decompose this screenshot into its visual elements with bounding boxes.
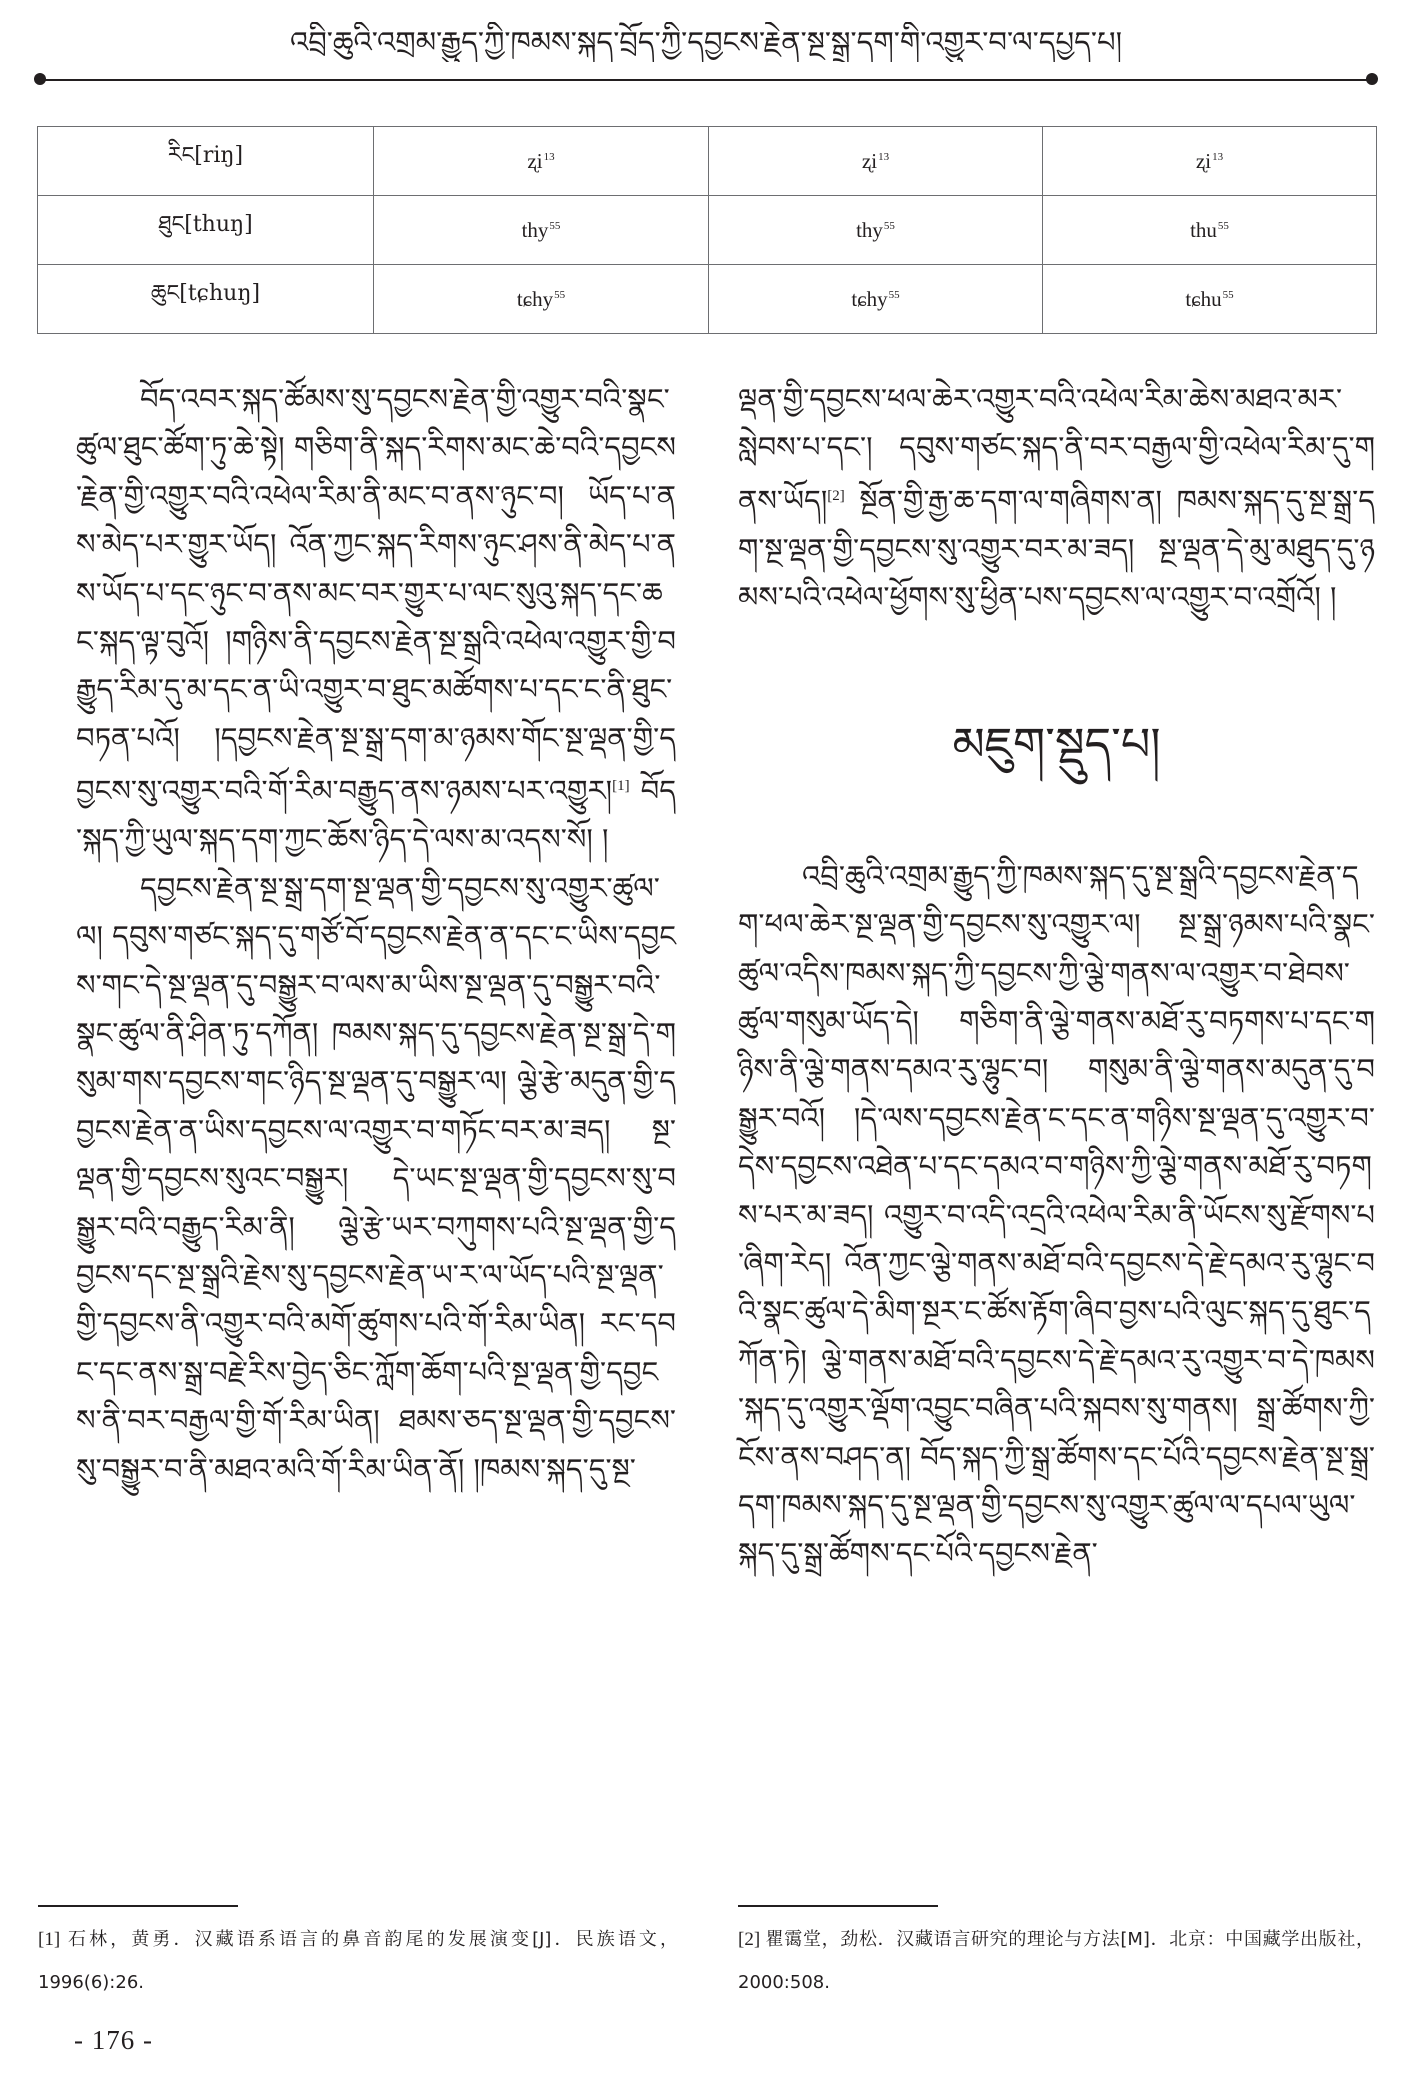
- right-column: [738, 375, 1375, 1578]
- footnote-ref-1[interactable]: [1]: [612, 778, 630, 795]
- phonetic-value: thu: [1190, 217, 1217, 242]
- tone-value: 55: [549, 219, 561, 232]
- tone-value: 55: [554, 288, 566, 301]
- footnote-text: 石林，黄勇．汉藏语系语言的鼻音韵尾的发展演变[J]．民族语文，1996(6):26.: [38, 1929, 679, 1993]
- table-row: [38, 196, 1377, 265]
- table-row-label: ཆུང[tɕhuŋ]: [38, 265, 374, 334]
- footnote-number: [2]: [738, 1929, 761, 1950]
- tone-value: 13: [878, 150, 890, 163]
- table-cell: [374, 196, 709, 265]
- body-paragraph: དབྱངས་རྗེན་སྔ་སྒྲ་དག་སྔ་ལྡན་གྱི་དབྱངས་སུ་འགྱུར་ཚུལ་ལ། དབུས་གཙང་སྐད་དུ་གཙོ་བོ་དབྱངས་རྗེན་ན་དང་ང་ཡིས་དབྱངས་གང་དེ་སྔ་ལྡན་དུ་བསྒྱུར་བ་ལས་མ་ཡིས་སྔ་ལྡན་དུ་བསྒྱུར་བའི་སྣང་ཚུལ་ནི་ཤིན་ཏུ་དཀོན། ཁམས་སྐད་དུ་དབྱངས་རྗེན་སྔ་སྒྲ་དེ་གསུམ་གས་དབྱངས་གང་ཉིད་སྔ་ལྡན་དུ་བསྒྱུར་ལ། ལྕེ་རྩེ་མདུན་གྱི་དབྱངས་རྗེན་ན་ཡིས་དབྱངས་ལ་འགྱུར་བ་གཏོང་བར་མ་ཟད། སྔ་ལྡན་གྱི་དབྱངས་སུའང་བསྒྱུར། དེ་ཡང་སྔ་ལྡན་གྱི་དབྱངས་སུ་བསྒྱུར་བའི་བརྒྱུད་རིམ་ནི། ལྕེ་རྩེ་ཡར་བཀུགས་པའི་སྔ་ལྡན་གྱི་དབྱངས་དང་སྔ་སྒྲའི་རྗེས་སུ་དབྱངས་རྗེན་ཡ་ར་ལ་ཡོད་པའི་སྔ་ལྡན་གྱི་དབྱངས་ནི་འགྱུར་བའི་མགོ་ཚུགས་པའི་གོ་རིམ་ཡིན། རང་དབང་དང་ནས་སྒྲ་བརྗེ་རིས་བྱེད་ཅིང་ཀློག་ཆོག་པའི་སྔ་ལྡན་གྱི་དབྱངས་ནི་བར་བརྒྱལ་གྱི་གོ་རིམ་ཡིན། ཐམས་ཅད་སྔ་ལྡན་གྱི་དབྱངས་སུ་བསྒྱུར་བ་ནི་མཐའ་མའི་གོ་རིམ་ཡིན་ནོ། །ཁམས་སྐད་དུ་སྔ་: [76, 870, 676, 1486]
- phonetic-value: thy: [856, 217, 883, 242]
- table-cell: [709, 265, 1043, 334]
- table-row: [38, 127, 1377, 196]
- phonetic-value: ʐi: [527, 148, 543, 173]
- footnote-number: [1]: [38, 1929, 61, 1950]
- table-cell: [374, 127, 709, 196]
- running-header: འབྲི་ཆུའི་འགྲམ་རྒྱུད་ཀྱི་ཁམས་སྐད་བྲོད་ཀྱི་དབྱངས་རྗེན་སྔ་སྒྲ་དག་གི་འགྱུར་བ་ལ་དཔྱད་པ།: [289, 25, 1123, 59]
- footnote-rule-right: [738, 1905, 938, 1907]
- tone-value: 55: [888, 288, 900, 301]
- body-paragraph: [76, 375, 676, 864]
- table-row: [38, 265, 1377, 334]
- footnote-text: 瞿霭堂，劲松．汉藏语言研究的理论与方法[M]．北京：中国藏学出版社，2000:508.: [738, 1929, 1375, 1993]
- body-paragraph: [738, 375, 1375, 622]
- table-cell: [374, 265, 709, 334]
- table-row-label: རིང[riŋ]: [38, 127, 374, 196]
- phonetic-value: tɕhu: [1185, 286, 1222, 311]
- body-text: བོད་སྐད་ཀྱི་ཡུལ་སྐད་དག་ཀྱང་ཆོས་ཉིད་དེ་ལས་མ་འདས་སོ། །: [76, 773, 676, 857]
- table-cell: [709, 127, 1043, 196]
- table-cell: [1043, 265, 1377, 334]
- left-column: [76, 375, 676, 1493]
- table-cell: [709, 196, 1043, 265]
- phonetic-value: tɕhy: [851, 286, 888, 311]
- page-number: - 176 -: [74, 2025, 153, 2055]
- table-cell: [1043, 196, 1377, 265]
- tone-value: 13: [543, 150, 555, 163]
- section-heading: མཇུག་སྡུད་པ།: [952, 716, 1161, 771]
- body-text: ལྡན་གྱི་དབྱངས་ཕལ་ཆེར་འགྱུར་བའི་འཕེལ་རིམ་ཆེས་མཐའ་མར་སླེབས་པ་དང་། དབུས་གཙང་སྐད་ནི་བར་བརྒྱལ་གྱི་འཕེལ་རིམ་དུ་གནས་ཡོད།: [738, 382, 1375, 518]
- header-rule: [40, 79, 1372, 81]
- table-row-label: ཐུང[thuŋ]: [38, 196, 374, 265]
- body-text: བོད་འབར་སྐད་ཚོམས་སུ་དབྱངས་རྗེན་གྱི་འགྱུར་བའི་སྣང་ཚུལ་ཐུང་ཚོག་ཏུ་ཆེ་སྟེ། གཅིག་ནི་སྐད་རིགས་མང་ཆེ་བའི་དབྱངས་རྗེན་གྱི་འགྱུར་བའི་འཕེལ་རིམ་ནི་མང་བ་ནས་ཉུང་བ། ཡོད་པ་ནས་མེད་པར་གྱུར་ཡོད། འོན་ཀྱང་སྐད་རིགས་ཉུང་ཤས་ནི་མེད་པ་ནས་ཡོད་པ་དང་ཉུང་བ་ནས་མང་བར་གྱུར་པ་ལང་སུའུ་སྐད་དང་ཆང་སྐད་ལྟ་བུའོ། །གཉིས་ནི་དབྱངས་རྗེན་སྔ་སྒྲའི་འཕེལ་འགྱུར་གྱི་བརྒྱུད་རིམ་དུ་མ་དང་ན་ཡི་འགྱུར་བ་ཐུང་མཚོགས་པ་དང་ང་ནི་ཐུང་བཏན་པའོ། །དབྱངས་རྗེན་སྔ་སྒྲ་དག་མ་ཉམས་གོང་སྔ་ལྡན་གྱི་དབྱངས་སུ་འགྱུར་བའི་གོ་རིམ་བརྒྱུད་ནས་ཉམས་པར་འགྱུར།: [76, 382, 676, 808]
- footnote-rule-left: [38, 1905, 238, 1907]
- phonetic-value: ʐi: [861, 148, 878, 173]
- tone-value: 55: [1217, 219, 1229, 232]
- phonetic-value: thy: [521, 217, 549, 242]
- tone-value: 55: [1222, 288, 1234, 301]
- tone-value: 55: [883, 219, 895, 232]
- phonetic-value: tɕhy: [516, 286, 554, 311]
- comparison-table: [37, 126, 1377, 334]
- phonetic-value: ʐi: [1195, 148, 1212, 173]
- table-cell: [1043, 127, 1377, 196]
- body-text: སྔོན་གྱི་རྒྱ་ཆ་དག་ལ་གཞིགས་ན། ཁམས་སྐད་དུ་སྔ་སྒྲ་དག་སྔ་ལྡན་གྱི་དབྱངས་སུ་འགྱུར་བར་མ་ཟད། སྔ་ལྡན་དེ་མུ་མཐུད་དུ་ཉམས་པའི་འཕེལ་ཕྱོགས་སུ་ཕྱིན་པས་དབྱངས་ལ་འགྱུར་བ་འགྲོའོ། །: [738, 483, 1375, 615]
- footnote-1: [38, 1918, 678, 2004]
- footnote-2: [738, 1918, 1374, 2004]
- header-rule-dot-right: [1366, 73, 1378, 85]
- tone-value: 13: [1212, 150, 1224, 163]
- body-paragraph: འབྲི་ཆུའི་འགྲམ་རྒྱུད་ཀྱི་ཁམས་སྐད་དུ་སྔ་སྒྲའི་དབྱངས་རྗེན་དག་ཕལ་ཆེར་སྔ་ལྡན་གྱི་དབྱངས་སུ་འགྱུར་ལ། སྔ་སྒྲ་ཉམས་པའི་སྣང་ཚུལ་འདིས་ཁམས་སྐད་ཀྱི་དབྱངས་ཀྱི་ལྕེ་གནས་ལ་འགྱུར་བ་ཐེབས་ཚུལ་གསུམ་ཡོད་དེ། གཅིག་ནི་ལྕེ་གནས་མཐོ་རུ་བཏགས་པ་དང་གཉིས་ནི་ལྕེ་གནས་དམའ་རུ་ལྷུང་བ། གསུམ་ནི་ལྕེ་གནས་མདུན་དུ་བསྒྱུར་བའོ། །དེ་ལས་དབྱངས་རྗེན་ང་དང་ན་གཉིས་སྔ་ལྡན་དུ་འགྱུར་བ་དེས་དབྱངས་འཐེན་པ་དང་དམའ་བ་གཉིས་ཀྱི་ལྕེ་གནས་མཐོ་རུ་བཏགས་པར་མ་ཟད། འགྱུར་བ་འདི་འདྲའི་འཕེལ་རིམ་ནི་ཡོངས་སུ་རྫོགས་པ་ཞིག་རེད། འོན་ཀྱང་ལྕེ་གནས་མཐོ་བའི་དབྱངས་དེ་རྗེ་དམའ་རུ་ལྷུང་བའི་སྣང་ཚུལ་དེ་མིག་སྔར་ང་ཚོས་རྟོག་ཞིབ་བྱས་པའི་ལུང་སྐད་དུ་ཐུང་དཀོན་ཏེ། ལྕེ་གནས་མཐོ་བའི་དབྱངས་དེ་རྗེ་དམའ་རུ་འགྱུར་བ་དེ་ཁམས་སྐད་དུ་འགྱུར་ལྡོག་འབྱུང་བཞིན་པའི་སྐབས་སུ་གནས། སྒྲ་ཚོགས་ཀྱི་ངོས་ནས་བཤད་ན། བོད་སྐད་ཀྱི་སྒྲ་ཚོགས་དང་པོའི་དབྱངས་རྗེན་སྔ་སྒྲ་དག་ཁམས་སྐད་དུ་སྔ་ལྡན་གྱི་དབྱངས་སུ་འགྱུར་ཚུལ་ལ་དཔལ་ཡུལ་སྐད་དུ་སྒྲ་ཚོགས་དང་པོའི་དབྱངས་རྗེན་: [738, 858, 1375, 1571]
- footnote-ref-2[interactable]: [2]: [827, 487, 845, 504]
